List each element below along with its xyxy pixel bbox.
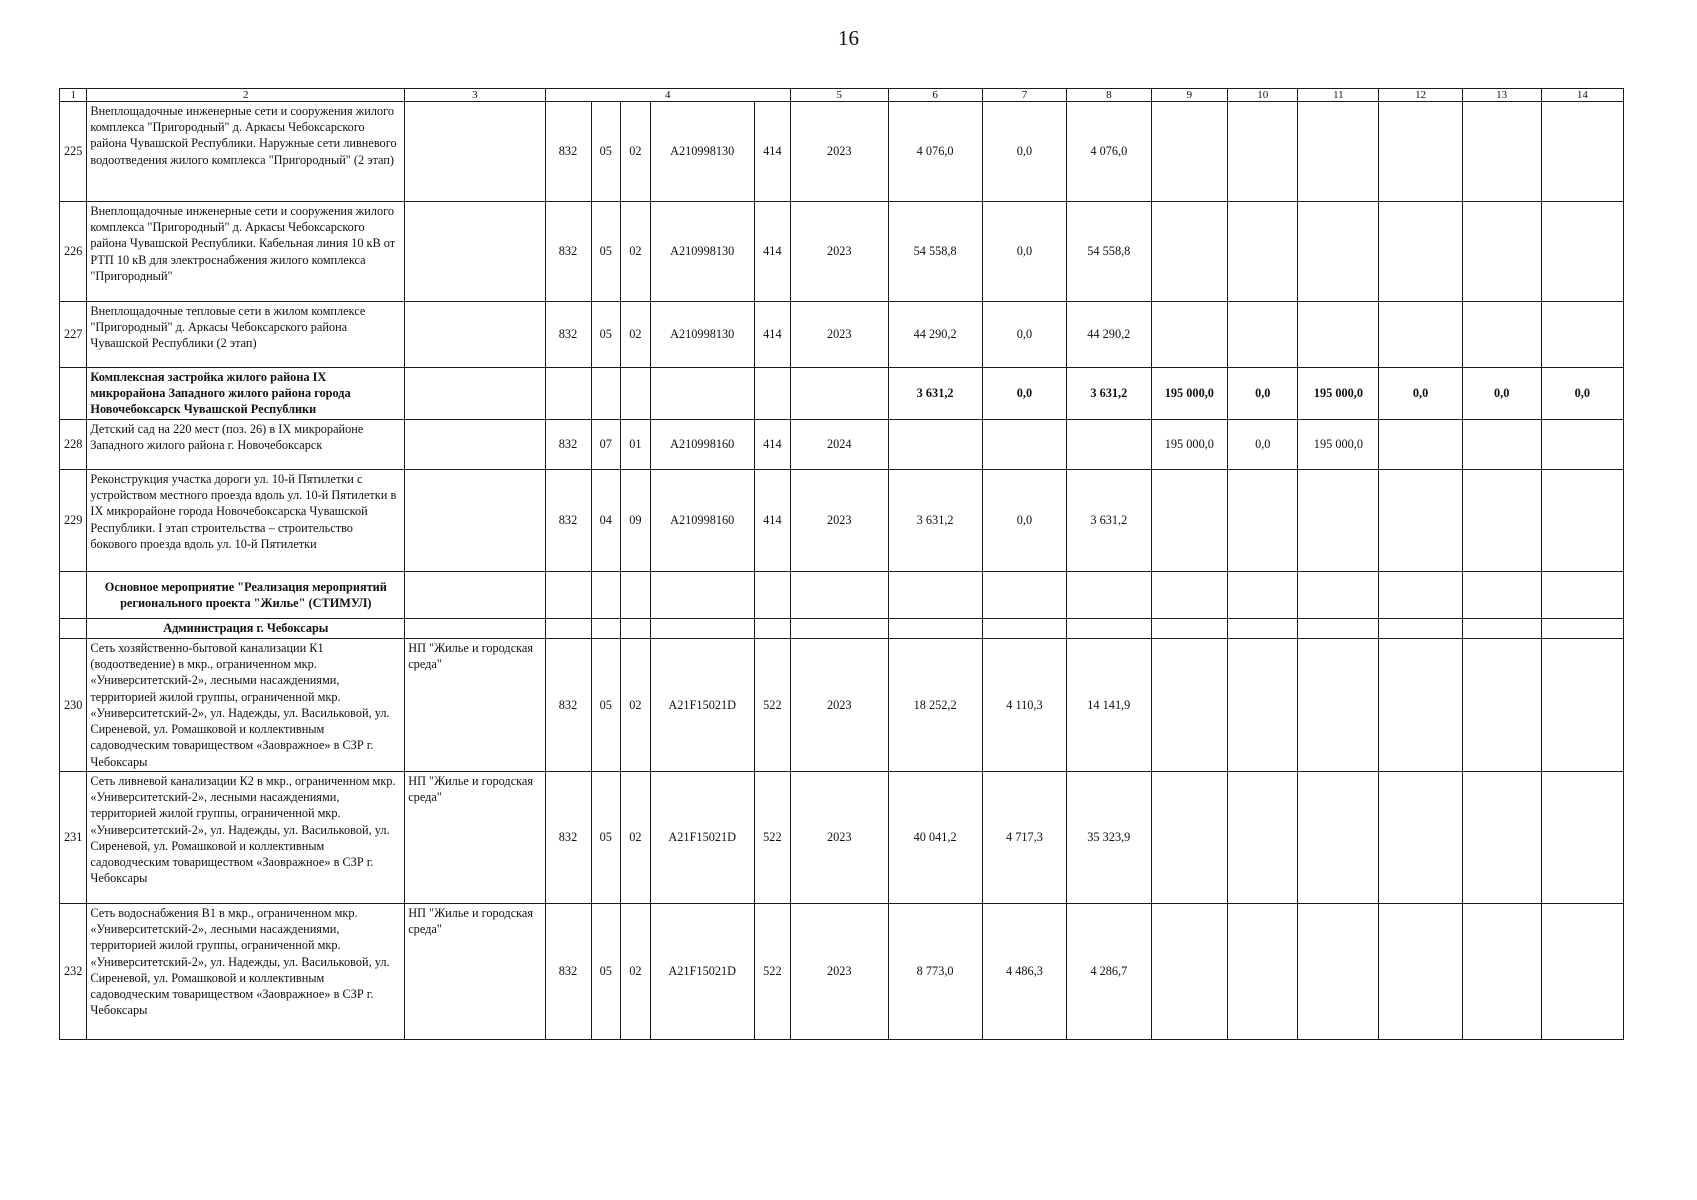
cell-no: 232	[60, 904, 87, 1040]
cell-c11	[1298, 904, 1379, 1040]
cell-c9	[1151, 772, 1228, 904]
cell-c4d: А21F15021D	[650, 904, 754, 1040]
cell-c7	[982, 619, 1066, 639]
cell-org	[405, 302, 545, 368]
cell-c12	[1379, 904, 1462, 1040]
cell-c13	[1462, 619, 1541, 639]
cell-c4d	[650, 368, 754, 420]
cell-c6	[888, 572, 982, 619]
cell-c4d: А210998130	[650, 302, 754, 368]
cell-c6: 3 631,2	[888, 368, 982, 420]
table-row	[60, 772, 1624, 904]
cell-desc: Комплексная застройка жилого района IX микрорайона Западного жилого района города Новочебоксарск Чувашской Республики	[87, 368, 405, 420]
col-header: 4	[545, 89, 790, 102]
cell-c4d	[650, 572, 754, 619]
cell-c4e: 414	[754, 470, 790, 572]
page-number: 16	[838, 26, 859, 50]
col-header: 8	[1067, 89, 1151, 102]
cell-c8: 4 076,0	[1067, 102, 1151, 202]
cell-c10	[1228, 102, 1298, 202]
cell-c9	[1151, 470, 1228, 572]
cell-c7: 0,0	[982, 202, 1066, 302]
cell-c4d	[650, 619, 754, 639]
cell-c8: 4 286,7	[1067, 904, 1151, 1040]
cell-c14	[1541, 639, 1623, 772]
cell-c4e	[754, 619, 790, 639]
cell-c5: 2023	[790, 639, 888, 772]
cell-desc: Реконструкция участка дороги ул. 10-й Пятилетки с устройством местного проезда вдоль ул. 10-й Пятилетки в IX микрорайоне города Новочебоксарска Чувашской Республики. I этап строительства – строительство бокового проезда вдоль ул. 10-й Пятилетки	[87, 470, 405, 572]
cell-c6: 18 252,2	[888, 639, 982, 772]
cell-c5	[790, 619, 888, 639]
cell-c6: 3 631,2	[888, 470, 982, 572]
cell-c4c	[621, 619, 651, 639]
cell-c6: 54 558,8	[888, 202, 982, 302]
section-row	[60, 572, 1624, 619]
cell-c6: 44 290,2	[888, 302, 982, 368]
cell-c4b: 05	[591, 202, 621, 302]
cell-c5	[790, 368, 888, 420]
cell-c14	[1541, 202, 1623, 302]
cell-c8: 35 323,9	[1067, 772, 1151, 904]
cell-c4a: 832	[545, 420, 591, 470]
cell-desc: Внеплощадочные инженерные сети и сооружения жилого комплекса "Пригородный" д. Аркасы Чебоксарского района Чувашской Республики. Наружные сети ливневого водоотведения жилого комплекса "Пригородный" (2 этап)	[87, 102, 405, 202]
cell-c4d: А210998160	[650, 470, 754, 572]
cell-c5: 2023	[790, 470, 888, 572]
cell-c4a	[545, 368, 591, 420]
cell-c8	[1067, 619, 1151, 639]
cell-c10	[1228, 470, 1298, 572]
cell-c13	[1462, 302, 1541, 368]
cell-c4b: 04	[591, 470, 621, 572]
cell-c13	[1462, 572, 1541, 619]
cell-c4d: А21F15021D	[650, 639, 754, 772]
cell-c4c: 09	[621, 470, 651, 572]
cell-c4b: 05	[591, 904, 621, 1040]
cell-desc: Сеть хозяйственно-бытовой канализации К1 (водоотведение) в мкр., ограниченном мкр. «Университетский-2», лесными насаждениями, территорией жилой группы, ограниченной мкр. «Университетский-2», ул. Надежды, ул. Васильковой, ул. Сиреневой, ул. Ромашковой и коллективным садоводческим товариществом «Заовражное» в СЗР г. Чебоксары	[87, 639, 405, 772]
cell-org: НП "Жилье и городская среда"	[405, 772, 545, 904]
cell-c12	[1379, 639, 1462, 772]
cell-c12	[1379, 102, 1462, 202]
cell-c10	[1228, 202, 1298, 302]
cell-desc: Детский сад на 220 мест (поз. 26) в IX микрорайоне Западного жилого района г. Новочебоксарск	[87, 420, 405, 470]
col-header: 3	[405, 89, 545, 102]
col-header: 1	[60, 89, 87, 102]
cell-c9	[1151, 102, 1228, 202]
table-row	[60, 302, 1624, 368]
cell-c4a: 832	[545, 102, 591, 202]
cell-c13	[1462, 102, 1541, 202]
cell-c10	[1228, 904, 1298, 1040]
col-header: 9	[1151, 89, 1228, 102]
cell-org	[405, 619, 545, 639]
cell-c11: 195 000,0	[1298, 420, 1379, 470]
cell-c4a: 832	[545, 904, 591, 1040]
cell-c12	[1379, 572, 1462, 619]
col-header: 6	[888, 89, 982, 102]
cell-org: НП "Жилье и городская среда"	[405, 904, 545, 1040]
cell-c4e: 522	[754, 772, 790, 904]
cell-c4c	[621, 368, 651, 420]
col-header: 2	[87, 89, 405, 102]
cell-no: 229	[60, 470, 87, 572]
cell-c5: 2024	[790, 420, 888, 470]
cell-org	[405, 202, 545, 302]
cell-c10: 0,0	[1228, 368, 1298, 420]
cell-c8: 3 631,2	[1067, 470, 1151, 572]
cell-c11	[1298, 639, 1379, 772]
cell-c4b	[591, 368, 621, 420]
cell-c12	[1379, 302, 1462, 368]
cell-c11	[1298, 572, 1379, 619]
cell-no	[60, 368, 87, 420]
cell-c10	[1228, 302, 1298, 368]
cell-c4c: 02	[621, 772, 651, 904]
cell-c4e: 414	[754, 202, 790, 302]
cell-c12	[1379, 470, 1462, 572]
cell-c4c: 02	[621, 302, 651, 368]
cell-c7: 4 110,3	[982, 639, 1066, 772]
cell-c14: 0,0	[1541, 368, 1623, 420]
cell-c13	[1462, 904, 1541, 1040]
cell-c4a: 832	[545, 772, 591, 904]
cell-no	[60, 572, 87, 619]
cell-c7: 4 486,3	[982, 904, 1066, 1040]
cell-c14	[1541, 904, 1623, 1040]
cell-c4a	[545, 572, 591, 619]
cell-c7	[982, 572, 1066, 619]
cell-c13	[1462, 639, 1541, 772]
cell-c11	[1298, 102, 1379, 202]
cell-c4d: А210998130	[650, 102, 754, 202]
cell-desc: Сеть ливневой канализации К2 в мкр., ограниченном мкр. «Университетский-2», лесными насаждениями, территорией жилой группы, ограниченной мкр. «Университетский-2», ул. Надежды, ул. Васильковой, ул. Сиреневой, ул. Ромашковой и коллективным садоводческим товариществом «Заовражное» в СЗР г. Чебоксары	[87, 772, 405, 904]
col-header: 14	[1541, 89, 1623, 102]
cell-c4c: 02	[621, 639, 651, 772]
cell-c13	[1462, 202, 1541, 302]
cell-c14	[1541, 572, 1623, 619]
cell-c13	[1462, 772, 1541, 904]
cell-c4b: 05	[591, 772, 621, 904]
cell-org	[405, 102, 545, 202]
cell-c4e	[754, 572, 790, 619]
cell-no: 226	[60, 202, 87, 302]
cell-c9	[1151, 572, 1228, 619]
cell-c4c	[621, 572, 651, 619]
cell-no: 225	[60, 102, 87, 202]
cell-c6	[888, 420, 982, 470]
cell-c9	[1151, 202, 1228, 302]
cell-c4a	[545, 619, 591, 639]
cell-org	[405, 368, 545, 420]
cell-c8: 44 290,2	[1067, 302, 1151, 368]
cell-c4a: 832	[545, 639, 591, 772]
col-header: 11	[1298, 89, 1379, 102]
table-row	[60, 470, 1624, 572]
cell-c12	[1379, 619, 1462, 639]
cell-c10	[1228, 772, 1298, 904]
cell-c9	[1151, 639, 1228, 772]
col-header: 7	[982, 89, 1066, 102]
cell-c9	[1151, 904, 1228, 1040]
cell-c9: 195 000,0	[1151, 368, 1228, 420]
cell-c4c: 02	[621, 202, 651, 302]
cell-org	[405, 420, 545, 470]
cell-c14	[1541, 102, 1623, 202]
cell-c5: 2023	[790, 904, 888, 1040]
cell-c4e: 522	[754, 904, 790, 1040]
cell-c13	[1462, 420, 1541, 470]
cell-no: 230	[60, 639, 87, 772]
cell-c4c: 01	[621, 420, 651, 470]
cell-c11	[1298, 302, 1379, 368]
cell-c7: 0,0	[982, 368, 1066, 420]
cell-c11: 195 000,0	[1298, 368, 1379, 420]
cell-c6: 40 041,2	[888, 772, 982, 904]
cell-desc: Администрация г. Чебоксары	[87, 619, 405, 639]
cell-c7: 0,0	[982, 302, 1066, 368]
cell-org	[405, 572, 545, 619]
cell-org	[405, 470, 545, 572]
cell-c4c: 02	[621, 102, 651, 202]
cell-c4a: 832	[545, 202, 591, 302]
cell-c8: 14 141,9	[1067, 639, 1151, 772]
cell-c13: 0,0	[1462, 368, 1541, 420]
budget-table	[59, 88, 1624, 1040]
cell-c8	[1067, 420, 1151, 470]
cell-c5: 2023	[790, 302, 888, 368]
subtotal-row	[60, 368, 1624, 420]
cell-c13	[1462, 470, 1541, 572]
col-header: 13	[1462, 89, 1541, 102]
cell-c5	[790, 572, 888, 619]
cell-desc: Внеплощадочные тепловые сети в жилом комплексе "Пригородный" д. Аркасы Чебоксарского района Чувашской Республики (2 этап)	[87, 302, 405, 368]
cell-c10	[1228, 619, 1298, 639]
cell-c10	[1228, 639, 1298, 772]
cell-desc: Основное мероприятие "Реализация мероприятий регионального проекта "Жилье" (СТИМУЛ)	[87, 572, 405, 619]
cell-c11	[1298, 619, 1379, 639]
cell-c4b: 07	[591, 420, 621, 470]
cell-c4e: 522	[754, 639, 790, 772]
cell-c11	[1298, 202, 1379, 302]
table-row	[60, 639, 1624, 772]
cell-no: 228	[60, 420, 87, 470]
cell-c4d: А210998160	[650, 420, 754, 470]
cell-c5: 2023	[790, 202, 888, 302]
cell-no	[60, 619, 87, 639]
cell-c7: 4 717,3	[982, 772, 1066, 904]
cell-c14	[1541, 470, 1623, 572]
cell-c4d: А21F15021D	[650, 772, 754, 904]
table-row	[60, 904, 1624, 1040]
cell-c4b: 05	[591, 302, 621, 368]
cell-c14	[1541, 302, 1623, 368]
cell-c10: 0,0	[1228, 420, 1298, 470]
cell-c12: 0,0	[1379, 368, 1462, 420]
cell-c4b: 05	[591, 639, 621, 772]
cell-c8: 3 631,2	[1067, 368, 1151, 420]
cell-c4b: 05	[591, 102, 621, 202]
cell-c14	[1541, 420, 1623, 470]
cell-c4b	[591, 572, 621, 619]
cell-c8: 54 558,8	[1067, 202, 1151, 302]
cell-no: 231	[60, 772, 87, 904]
cell-no: 227	[60, 302, 87, 368]
cell-c4a: 832	[545, 302, 591, 368]
col-header: 10	[1228, 89, 1298, 102]
cell-c5: 2023	[790, 772, 888, 904]
admin-row	[60, 619, 1624, 639]
cell-org: НП "Жилье и городская среда"	[405, 639, 545, 772]
cell-desc: Сеть водоснабжения В1 в мкр., ограниченном мкр. «Университетский-2», лесными насаждениями, территорией жилой группы, ограниченной мкр. «Университетский-2», ул. Надежды, ул. Васильковой, ул. Сиреневой, ул. Ромашковой и коллективным садоводческим товариществом «Заовражное» в СЗР г. Чебоксары	[87, 904, 405, 1040]
table-row	[60, 420, 1624, 470]
cell-c14	[1541, 619, 1623, 639]
cell-c4a: 832	[545, 470, 591, 572]
col-header: 5	[790, 89, 888, 102]
cell-desc: Внеплощадочные инженерные сети и сооружения жилого комплекса "Пригородный" д. Аркасы Чебоксарского района Чувашской Республики. Кабельная линия 10 кВ от РТП 10 кВ для электроснабжения жилого комплекса "Пригородный"	[87, 202, 405, 302]
cell-c8	[1067, 572, 1151, 619]
cell-c10	[1228, 572, 1298, 619]
cell-c6	[888, 619, 982, 639]
cell-c4e: 414	[754, 302, 790, 368]
cell-c12	[1379, 420, 1462, 470]
cell-c6: 4 076,0	[888, 102, 982, 202]
cell-c4e: 414	[754, 102, 790, 202]
cell-c14	[1541, 772, 1623, 904]
cell-c4c: 02	[621, 904, 651, 1040]
table-row	[60, 202, 1624, 302]
cell-c4e	[754, 368, 790, 420]
table-row	[60, 102, 1624, 202]
header-row	[60, 89, 1624, 102]
cell-c9	[1151, 302, 1228, 368]
cell-c11	[1298, 470, 1379, 572]
table-body	[60, 89, 1624, 1040]
cell-c5: 2023	[790, 102, 888, 202]
cell-c7	[982, 420, 1066, 470]
cell-c12	[1379, 772, 1462, 904]
cell-c9: 195 000,0	[1151, 420, 1228, 470]
cell-c4d: А210998130	[650, 202, 754, 302]
cell-c7: 0,0	[982, 470, 1066, 572]
cell-c7: 0,0	[982, 102, 1066, 202]
cell-c12	[1379, 202, 1462, 302]
cell-c11	[1298, 772, 1379, 904]
cell-c4e: 414	[754, 420, 790, 470]
col-header: 12	[1379, 89, 1462, 102]
cell-c6: 8 773,0	[888, 904, 982, 1040]
cell-c4b	[591, 619, 621, 639]
cell-c9	[1151, 619, 1228, 639]
